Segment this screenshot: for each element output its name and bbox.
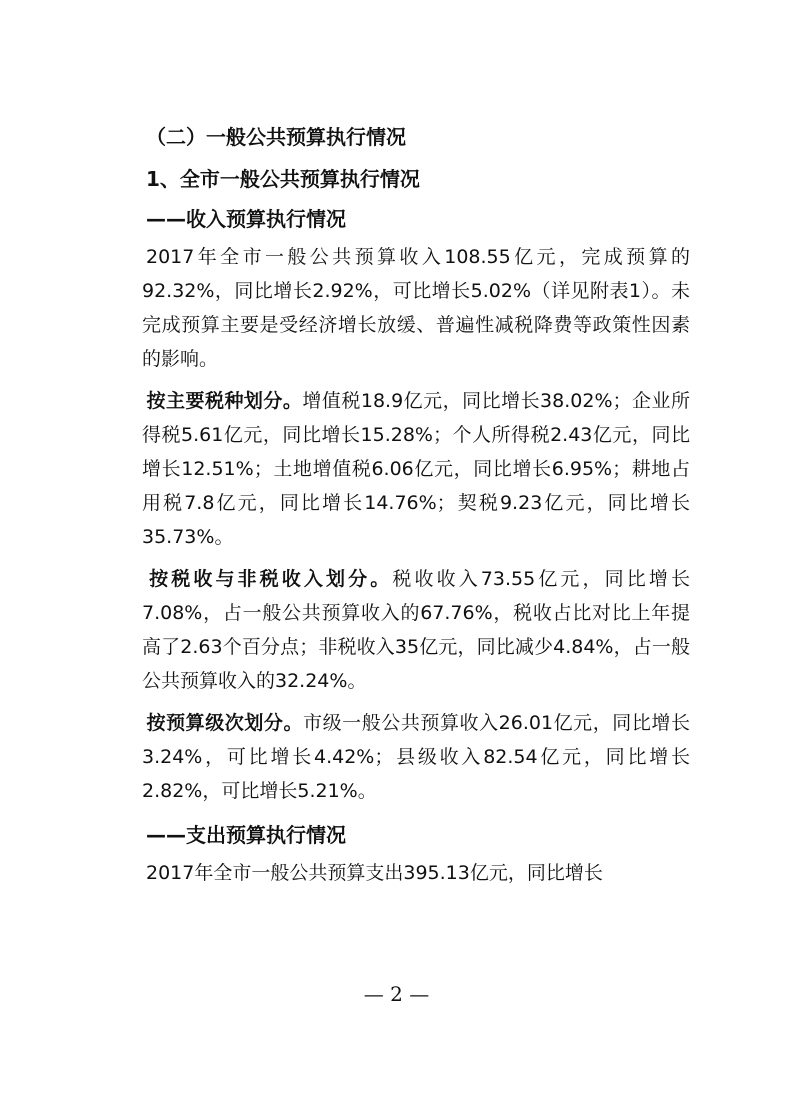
paragraph-tax-nontax-body: 税收收入73.55亿元，同比增长7.08%，占一般公共预算收入的67.76%，税收占比对比上年提高了2.63个百分点；非税收入35亿元，同比减少4.84%，占一般公共预算收入的32.24%。: [142, 568, 690, 692]
paragraph-tax-nontax-lead: 按税收与非税收入划分。: [146, 568, 393, 590]
paragraph-expenditure-text: 2017年全市一般公共预算支出395.13亿元，同比增长: [146, 862, 603, 884]
revenue-heading: ——收入预算执行情况: [146, 207, 346, 231]
paragraph-budget-level: [86, 706, 690, 808]
expenditure-heading: ——支出预算执行情况: [146, 823, 346, 847]
paragraph-tax-type-body: 增值税18.9亿元，同比增长38.02%；企业所得税5.61亿元，同比增长15.28%；个人所得税2.43亿元，同比增长12.51%；土地增值税6.06亿元，同比增长6.95%；耕地占用税7.8亿元，同比增长14.76%；契税9.23亿元，同比增长35.73%。: [142, 390, 690, 548]
page-number: — 2 —: [363, 982, 430, 1006]
paragraph-tax-type: [86, 384, 690, 554]
paragraph-budget-level-lead: 按预算级次划分。: [146, 712, 304, 734]
paragraph-budget-level-body: 市级一般公共预算收入26.01亿元，同比增长3.24%，可比增长4.42%；县级收入82.54亿元，同比增长2.82%，可比增长5.21%。: [142, 712, 690, 802]
paragraph-expenditure: [86, 856, 690, 890]
paragraph-tax-nontax: [86, 562, 690, 698]
page-content: [142, 118, 690, 898]
section-heading: （二）一般公共预算执行情况: [146, 125, 406, 149]
paragraph-tax-type-lead: 按主要税种划分。: [146, 390, 303, 412]
paragraph-revenue: [86, 240, 690, 376]
paragraph-revenue-text: 2017年全市一般公共预算收入108.55亿元，完成预算的92.32%，同比增长2.92%，可比增长5.02%（详见附表1）。未完成预算主要是受经济增长放缓、普遍性减税降费等政策性因素的影响。: [142, 246, 690, 370]
sub-heading: 1、全市一般公共预算执行情况: [146, 167, 420, 191]
